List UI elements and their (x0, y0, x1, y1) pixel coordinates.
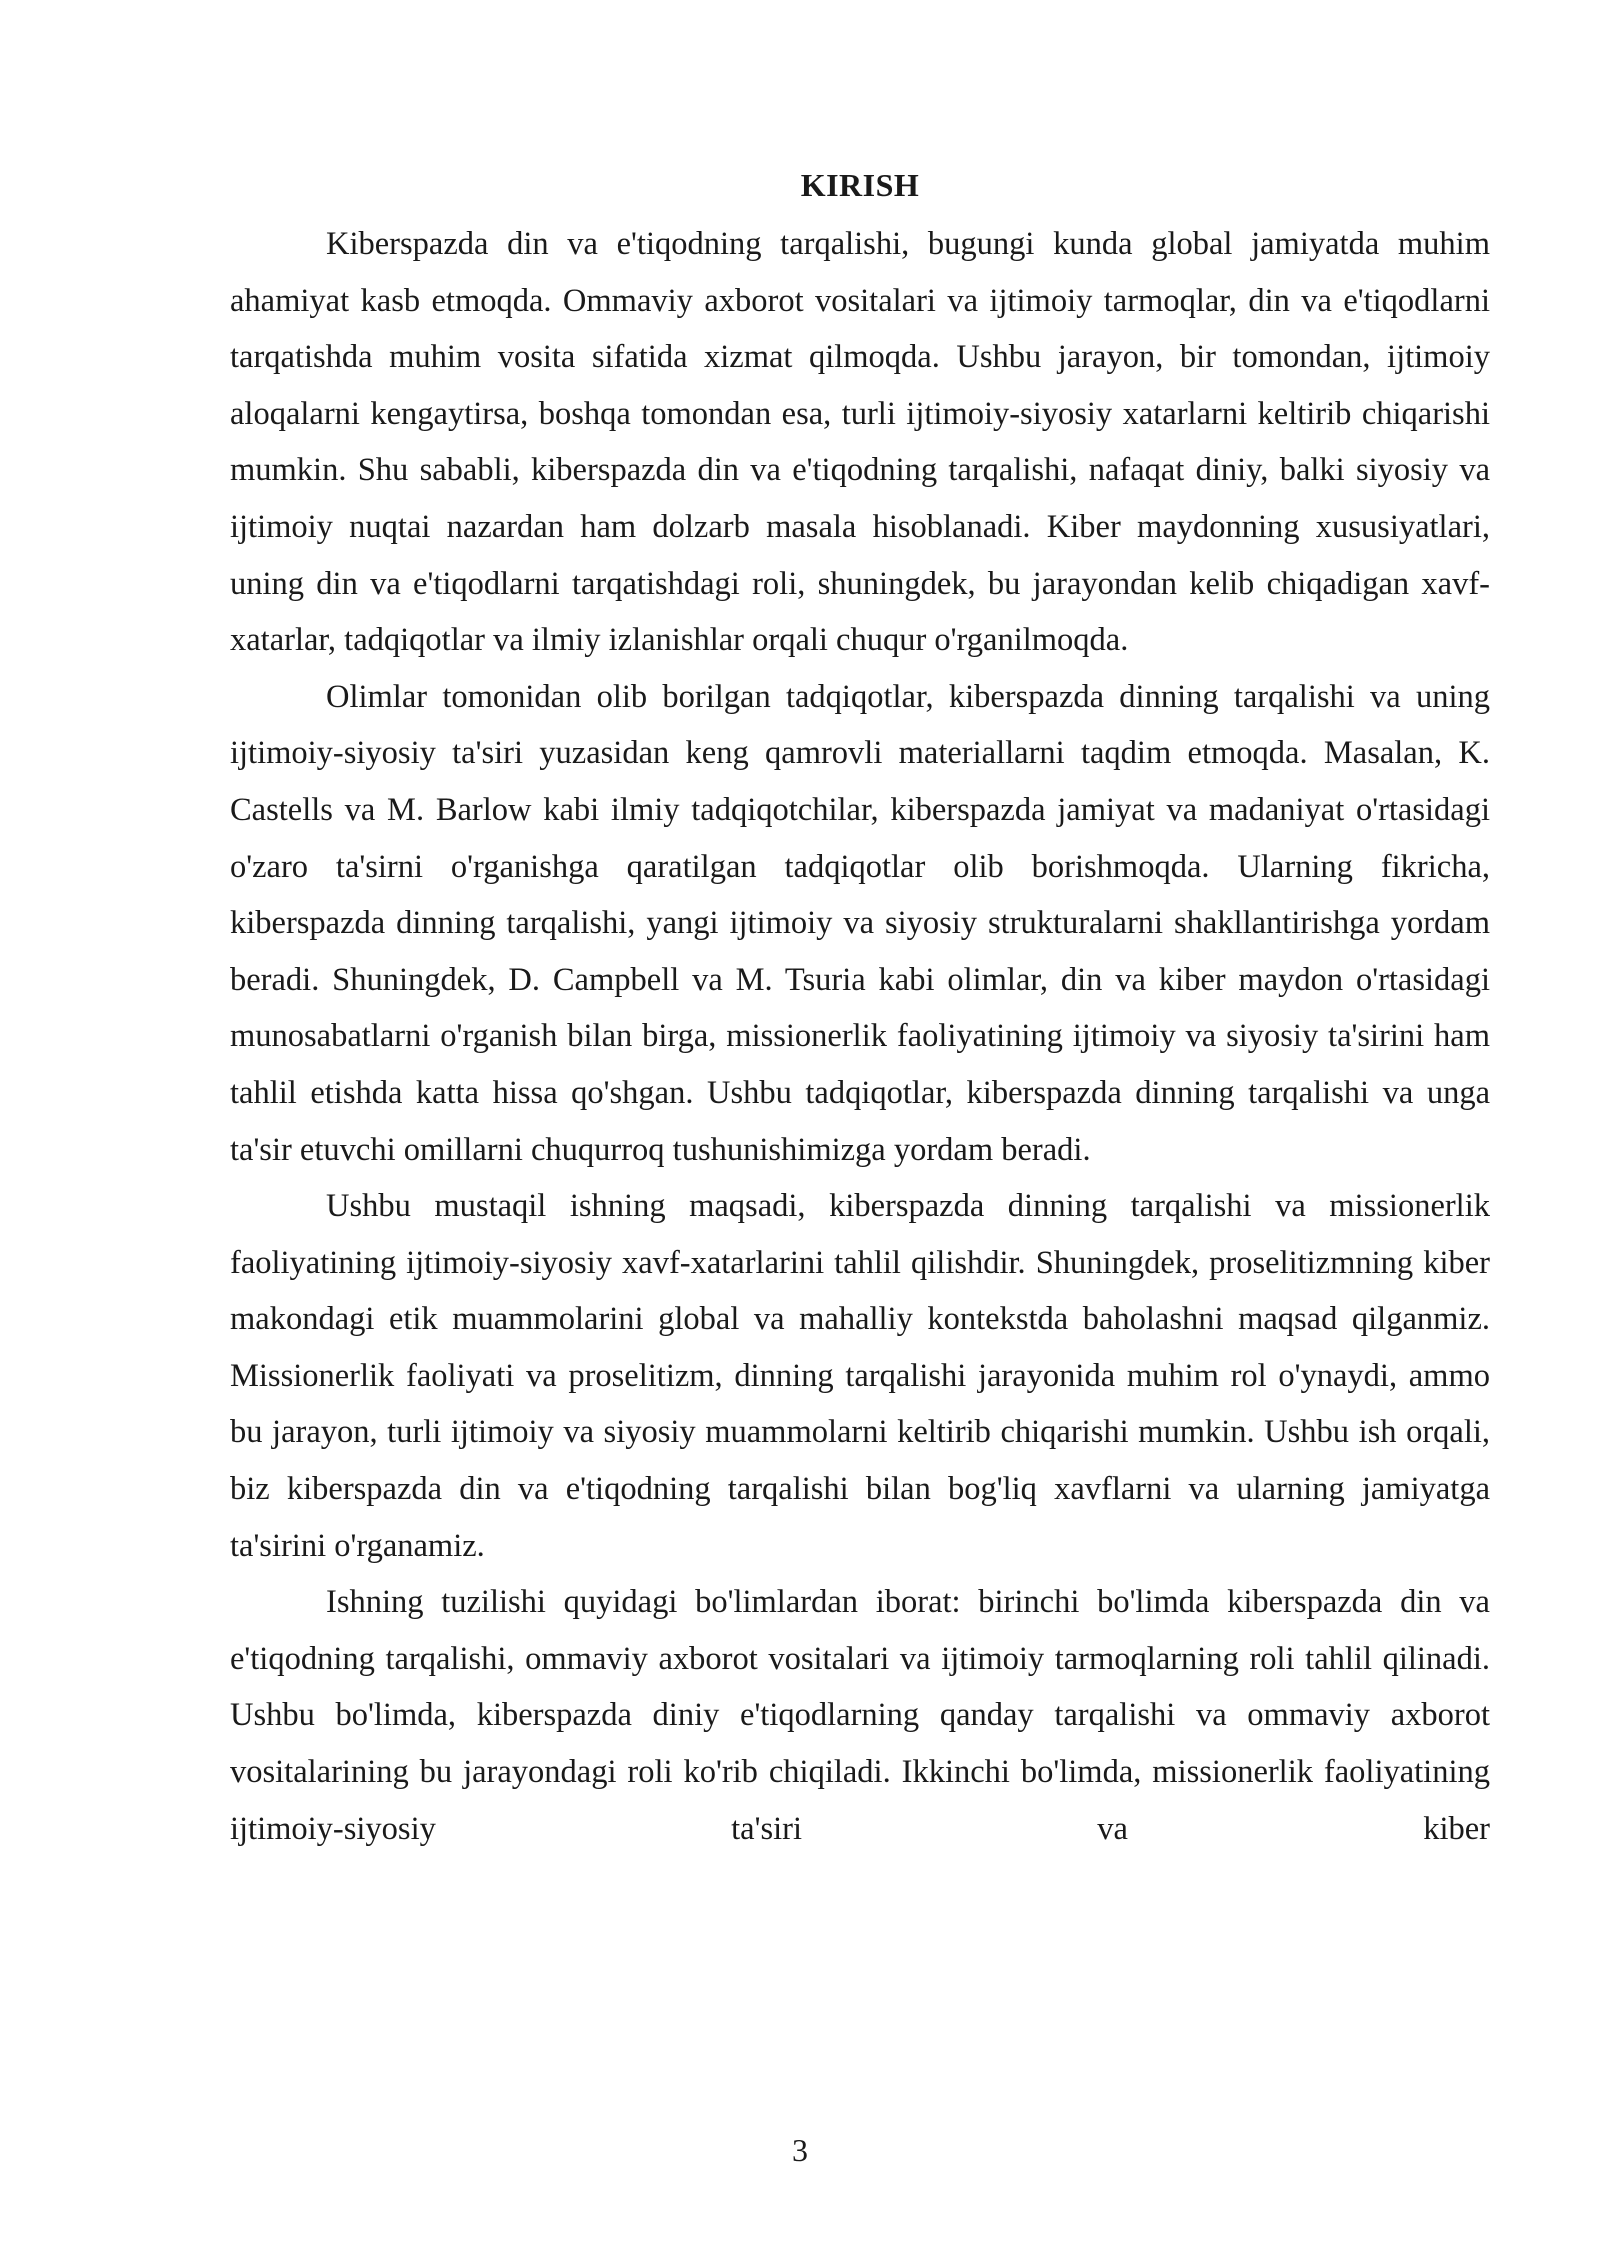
paragraph-4: Ishning tuzilishi quyidagi bo'limlardan iborat: birinchi bo'limda kiberspazda din va e'tiqodning tarqalishi, ommaviy axborot vositalari va ijtimoiy tarmoqlarning roli tahlil qilinadi. Ushbu bo'limda, kiberspazda diniy e'tiqodlarning qanday tarqalishi va ommaviy axborot vositalarining bu jarayondagi roli ko'rib chiqiladi. Ikkinchi bo'limda, missionerlik faoliyatining ijtimoiy-siyosiy ta'siri va kiber (230, 1584, 1490, 1847)
section-title: KIRISH (800, 167, 920, 203)
page-number: 3 (792, 2132, 808, 2168)
paragraph-2: Olimlar tomonidan olib borilgan tadqiqotlar, kiberspazda dinning tarqalishi va uning ijtimoiy-siyosiy ta'siri yuzasidan keng qamrovli materiallarni taqdim etmoqda. Masalan, K. Castells va M. Barlow kabi ilmiy tadqiqotchilar, kiberspazda jamiyat va madaniyat o'rtasidagi o'zaro ta'sirni o'rganishga qaratilgan tadqiqotlar olib borishmoqda. Ularning fikricha, kiberspazda dinning tarqalishi, yangi ijtimoiy va siyosiy strukturalarni shakllantirishga yordam beradi. Shuningdek, D. Campbell va M. Tsuria kabi olimlar, din va kiber maydon o'rtasidagi munosabatlarni o'rganish bilan birga, missionerlik faoliyatining ijtimoiy va siyosiy ta'sirini ham tahlil etishda katta hissa qo'shgan. Ushbu tadqiqotlar, kiberspazda dinning tarqalishi va unga ta'sir etuvchi omillarni chuqurroq tushunishimizga yordam beradi. (230, 678, 1490, 1168)
paragraph-1: Kiberspazda din va e'tiqodning tarqalishi, bugungi kunda global jamiyatda muhim ahamiyat kasb etmoqda. Ommaviy axborot vositalari va ijtimoiy tarmoqlar, din va e'tiqodlarni tarqatishda muhim vosita sifatida xizmat qilmoqda. Ushbu jarayon, bir tomondan, ijtimoiy aloqalarni kengaytirsa, boshqa tomondan esa, turli ijtimoiy-siyosiy xatarlarni keltirib chiqarishi mumkin. Shu sababli, kiberspazda din va e'tiqodning tarqalishi, nafaqat diniy, balki siyosiy va ijtimoiy nuqtai nazardan ham dolzarb masala hisoblanadi. Kiber maydonning xususiyatlari, uning din va e'tiqodlarni tarqatishdagi roli, shuningdek, bu jarayondan kelib chiqadigan xavf-xatarlar, tadqiqotlar va ilmiy izlanishlar orqali chuqur o'rganilmoqda. (230, 226, 1490, 659)
paragraph-3: Ushbu mustaqil ishning maqsadi, kiberspazda dinning tarqalishi va missionerlik faoliyatining ijtimoiy-siyosiy xavf-xatarlarini tahlil qilishdir. Shuningdek, proselitizmning kiber makondagi etik muammolarini global va mahalliy kontekstda baholashni maqsad qilganmiz. Missionerlik faoliyati va proselitizm, dinning tarqalishi jarayonida muhim rol o'ynaydi, ammo bu jarayon, turli ijtimoiy va siyosiy muammolarni keltirib chiqarishi mumkin. Ushbu ish orqali, biz kiberspazda din va e'tiqodning tarqalishi bilan bog'liq xavflarni va ularning jamiyatga ta'sirini o'rganamiz. (230, 1188, 1490, 1564)
page-content (230, 160, 1490, 1857)
